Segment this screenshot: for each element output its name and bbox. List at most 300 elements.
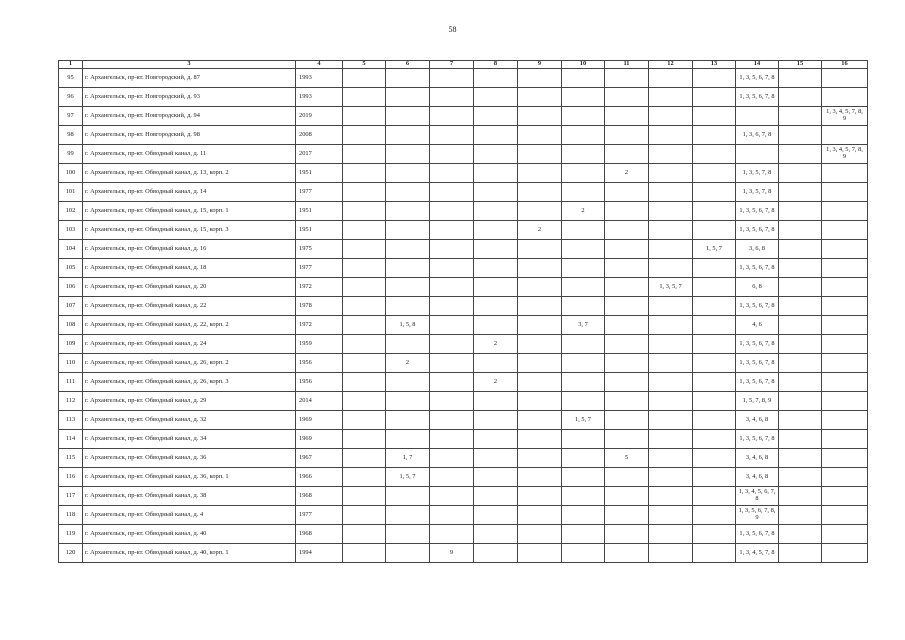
cell-col-13 (693, 259, 736, 278)
cell-col-9 (518, 487, 562, 506)
cell-col-15 (779, 88, 822, 107)
cell-col-11 (605, 278, 649, 297)
cell-col-12 (649, 430, 693, 449)
table-row (59, 525, 868, 544)
year-cell: 1956 (296, 373, 343, 392)
cell-col-15 (779, 126, 822, 145)
cell-col-11 (605, 107, 649, 126)
cell-col-14 (736, 145, 779, 164)
cell-col-15 (779, 145, 822, 164)
cell-col-6 (386, 506, 430, 525)
address-cell: г. Архангельск, пр-кт. Обводный канал, д. 20 (83, 278, 296, 297)
table-row (59, 107, 868, 126)
cell-col-10: 1, 5, 7 (562, 411, 605, 430)
cell-col-11 (605, 297, 649, 316)
address-cell: г. Архангельск, пр-кт. Обводный канал, д. 14 (83, 183, 296, 202)
cell-col-6 (386, 259, 430, 278)
cell-col-12 (649, 316, 693, 335)
cell-col-10 (562, 88, 605, 107)
table-row (59, 88, 868, 107)
cell-col-16 (822, 468, 868, 487)
cell-col-12 (649, 335, 693, 354)
row-number-cell: 119 (59, 525, 83, 544)
cell-col-11: 5 (605, 449, 649, 468)
address-cell: г. Архангельск, пр-кт. Обводный канал, д. 13, корп. 2 (83, 164, 296, 183)
column-header-7: 7 (430, 61, 474, 69)
cell-col-6 (386, 107, 430, 126)
cell-col-5 (343, 316, 386, 335)
cell-col-8 (474, 183, 518, 202)
cell-col-13 (693, 278, 736, 297)
cell-col-12 (649, 164, 693, 183)
cell-col-11 (605, 506, 649, 525)
cell-col-8 (474, 88, 518, 107)
cell-col-16 (822, 411, 868, 430)
cell-col-9 (518, 126, 562, 145)
cell-col-10 (562, 278, 605, 297)
cell-col-9 (518, 88, 562, 107)
cell-col-15 (779, 449, 822, 468)
cell-col-10 (562, 354, 605, 373)
table-row (59, 145, 868, 164)
cell-col-8 (474, 202, 518, 221)
cell-col-15 (779, 335, 822, 354)
cell-col-8: 2 (474, 335, 518, 354)
cell-col-8: 2 (474, 373, 518, 392)
row-number-cell: 111 (59, 373, 83, 392)
cell-col-8 (474, 544, 518, 563)
cell-col-11 (605, 202, 649, 221)
year-cell: 1977 (296, 183, 343, 202)
cell-col-11 (605, 430, 649, 449)
cell-col-6 (386, 126, 430, 145)
address-cell: г. Архангельск, пр-кт. Обводный канал, д. 34 (83, 430, 296, 449)
cell-col-13 (693, 430, 736, 449)
cell-col-10 (562, 430, 605, 449)
table-row (59, 373, 868, 392)
cell-col-15 (779, 316, 822, 335)
cell-col-14: 3, 4, 6, 8 (736, 449, 779, 468)
address-cell: г. Архангельск, пр-кт. Новгородский, д. 93 (83, 88, 296, 107)
cell-col-15 (779, 297, 822, 316)
cell-col-13 (693, 145, 736, 164)
cell-col-13 (693, 525, 736, 544)
cell-col-6 (386, 202, 430, 221)
cell-col-15 (779, 164, 822, 183)
cell-col-9 (518, 107, 562, 126)
cell-col-5 (343, 297, 386, 316)
cell-col-14 (736, 107, 779, 126)
column-header-14: 14 (736, 61, 779, 69)
cell-col-15 (779, 69, 822, 88)
cell-col-12 (649, 240, 693, 259)
cell-col-15 (779, 525, 822, 544)
cell-col-15 (779, 468, 822, 487)
cell-col-14: 4, 6 (736, 316, 779, 335)
cell-col-16 (822, 544, 868, 563)
table-row (59, 506, 868, 525)
cell-col-11 (605, 411, 649, 430)
table-row (59, 487, 868, 506)
column-header-8: 8 (474, 61, 518, 69)
year-cell: 1969 (296, 411, 343, 430)
cell-col-6: 1, 7 (386, 449, 430, 468)
cell-col-6 (386, 544, 430, 563)
cell-col-7 (430, 69, 474, 88)
cell-col-12 (649, 145, 693, 164)
cell-col-5 (343, 240, 386, 259)
cell-col-12 (649, 297, 693, 316)
cell-col-7 (430, 297, 474, 316)
cell-col-10 (562, 487, 605, 506)
cell-col-15 (779, 354, 822, 373)
cell-col-7 (430, 221, 474, 240)
cell-col-15 (779, 259, 822, 278)
year-cell: 1966 (296, 468, 343, 487)
cell-col-10 (562, 525, 605, 544)
cell-col-15 (779, 202, 822, 221)
cell-col-14: 1, 3, 5, 6, 7, 8 (736, 202, 779, 221)
cell-col-8 (474, 411, 518, 430)
cell-col-6 (386, 373, 430, 392)
cell-col-14: 1, 3, 5, 6, 7, 8 (736, 335, 779, 354)
cell-col-8 (474, 259, 518, 278)
cell-col-15 (779, 240, 822, 259)
cell-col-16 (822, 183, 868, 202)
year-cell: 1977 (296, 259, 343, 278)
cell-col-11 (605, 373, 649, 392)
cell-col-7 (430, 373, 474, 392)
cell-col-11 (605, 354, 649, 373)
row-number-cell: 112 (59, 392, 83, 411)
column-header-10: 10 (562, 61, 605, 69)
column-header-1: 1 (59, 61, 83, 69)
table-row (59, 392, 868, 411)
cell-col-5 (343, 278, 386, 297)
cell-col-5 (343, 487, 386, 506)
cell-col-5 (343, 392, 386, 411)
address-cell: г. Архангельск, пр-кт. Обводный канал, д. 36, корп. 1 (83, 468, 296, 487)
year-cell: 1967 (296, 449, 343, 468)
cell-col-7 (430, 126, 474, 145)
cell-col-12 (649, 506, 693, 525)
cell-col-12 (649, 202, 693, 221)
cell-col-12 (649, 354, 693, 373)
cell-col-16 (822, 88, 868, 107)
table-row (59, 297, 868, 316)
column-header-3: 3 (83, 61, 296, 69)
row-number-cell: 99 (59, 145, 83, 164)
column-header-5: 5 (343, 61, 386, 69)
table-row (59, 335, 868, 354)
cell-col-5 (343, 221, 386, 240)
cell-col-5 (343, 183, 386, 202)
cell-col-9 (518, 544, 562, 563)
address-cell: г. Архангельск, пр-кт. Новгородский, д. 98 (83, 126, 296, 145)
cell-col-15 (779, 544, 822, 563)
cell-col-7 (430, 354, 474, 373)
cell-col-10 (562, 506, 605, 525)
cell-col-11 (605, 468, 649, 487)
cell-col-13 (693, 107, 736, 126)
cell-col-13 (693, 506, 736, 525)
cell-col-15 (779, 278, 822, 297)
cell-col-7 (430, 164, 474, 183)
row-number-cell: 116 (59, 468, 83, 487)
cell-col-8 (474, 126, 518, 145)
cell-col-15 (779, 221, 822, 240)
cell-col-11 (605, 259, 649, 278)
table-row (59, 240, 868, 259)
cell-col-8 (474, 449, 518, 468)
column-header-4: 4 (296, 61, 343, 69)
cell-col-14: 3, 4, 6, 8 (736, 411, 779, 430)
cell-col-15 (779, 373, 822, 392)
year-cell: 1972 (296, 316, 343, 335)
page-number: 58 (448, 25, 457, 34)
cell-col-6 (386, 487, 430, 506)
table-row (59, 202, 868, 221)
row-number-cell: 120 (59, 544, 83, 563)
cell-col-9 (518, 506, 562, 525)
buildings-table (58, 60, 868, 563)
cell-col-16 (822, 430, 868, 449)
cell-col-10 (562, 240, 605, 259)
table-row (59, 221, 868, 240)
table-body (59, 69, 868, 563)
cell-col-11: 2 (605, 164, 649, 183)
year-cell: 1951 (296, 221, 343, 240)
cell-col-6 (386, 164, 430, 183)
cell-col-13 (693, 373, 736, 392)
cell-col-7 (430, 335, 474, 354)
cell-col-8 (474, 506, 518, 525)
address-cell: г. Архангельск, пр-кт. Обводный канал, д. 26, корп. 3 (83, 373, 296, 392)
cell-col-9 (518, 449, 562, 468)
cell-col-10 (562, 544, 605, 563)
cell-col-13 (693, 202, 736, 221)
cell-col-15 (779, 506, 822, 525)
year-cell: 1959 (296, 335, 343, 354)
cell-col-13 (693, 183, 736, 202)
cell-col-13 (693, 354, 736, 373)
address-cell: г. Архангельск, пр-кт. Обводный канал, д. 32 (83, 411, 296, 430)
cell-col-6 (386, 297, 430, 316)
cell-col-7 (430, 240, 474, 259)
cell-col-12 (649, 126, 693, 145)
cell-col-8 (474, 164, 518, 183)
year-cell: 1994 (296, 544, 343, 563)
cell-col-14: 1, 3, 5, 6, 7, 8 (736, 430, 779, 449)
cell-col-13 (693, 221, 736, 240)
cell-col-16 (822, 297, 868, 316)
table-row (59, 183, 868, 202)
cell-col-5 (343, 69, 386, 88)
cell-col-12 (649, 468, 693, 487)
cell-col-9 (518, 354, 562, 373)
cell-col-7 (430, 183, 474, 202)
cell-col-5 (343, 126, 386, 145)
table-row (59, 354, 868, 373)
cell-col-12 (649, 525, 693, 544)
cell-col-10 (562, 126, 605, 145)
cell-col-6 (386, 411, 430, 430)
cell-col-9 (518, 202, 562, 221)
cell-col-14: 1, 3, 5, 6, 7, 8 (736, 259, 779, 278)
cell-col-8 (474, 525, 518, 544)
cell-col-10 (562, 221, 605, 240)
column-header-13: 13 (693, 61, 736, 69)
cell-col-6 (386, 145, 430, 164)
table-header (59, 61, 868, 69)
year-cell: 1993 (296, 88, 343, 107)
cell-col-10 (562, 297, 605, 316)
row-number-cell: 102 (59, 202, 83, 221)
cell-col-15 (779, 430, 822, 449)
cell-col-13 (693, 316, 736, 335)
cell-col-16 (822, 240, 868, 259)
cell-col-12 (649, 259, 693, 278)
cell-col-11 (605, 88, 649, 107)
row-number-cell: 118 (59, 506, 83, 525)
address-cell: г. Архангельск, пр-кт. Обводный канал, д. 4 (83, 506, 296, 525)
cell-col-15 (779, 392, 822, 411)
address-cell: г. Архангельск, пр-кт. Обводный канал, д. 24 (83, 335, 296, 354)
cell-col-10 (562, 183, 605, 202)
cell-col-16 (822, 449, 868, 468)
address-cell: г. Архангельск, пр-кт. Обводный канал, д. 15, корп. 1 (83, 202, 296, 221)
cell-col-8 (474, 392, 518, 411)
table-row (59, 126, 868, 145)
cell-col-9 (518, 240, 562, 259)
cell-col-8 (474, 297, 518, 316)
cell-col-9 (518, 183, 562, 202)
cell-col-11 (605, 487, 649, 506)
cell-col-8 (474, 354, 518, 373)
cell-col-11 (605, 544, 649, 563)
address-cell: г. Архангельск, пр-кт. Обводный канал, д. 16 (83, 240, 296, 259)
cell-col-16 (822, 525, 868, 544)
cell-col-9: 2 (518, 221, 562, 240)
address-cell: г. Архангельск, пр-кт. Обводный канал, д. 15, корп. 3 (83, 221, 296, 240)
cell-col-16 (822, 164, 868, 183)
year-cell: 1951 (296, 202, 343, 221)
year-cell: 1956 (296, 354, 343, 373)
address-cell: г. Архангельск, пр-кт. Новгородский, д. 87 (83, 69, 296, 88)
year-cell: 2014 (296, 392, 343, 411)
cell-col-8 (474, 430, 518, 449)
cell-col-9 (518, 259, 562, 278)
year-cell: 1972 (296, 278, 343, 297)
cell-col-10 (562, 69, 605, 88)
cell-col-16 (822, 259, 868, 278)
cell-col-10 (562, 392, 605, 411)
cell-col-14: 1, 3, 6, 7, 8 (736, 126, 779, 145)
table-row (59, 164, 868, 183)
address-cell: г. Архангельск, пр-кт. Обводный канал, д. 11 (83, 145, 296, 164)
row-number-cell: 98 (59, 126, 83, 145)
table-row (59, 449, 868, 468)
cell-col-6 (386, 183, 430, 202)
cell-col-11 (605, 69, 649, 88)
table-row (59, 430, 868, 449)
cell-col-11 (605, 126, 649, 145)
address-cell: г. Архангельск, пр-кт. Обводный канал, д. 36 (83, 449, 296, 468)
cell-col-14: 1, 3, 5, 7, 8 (736, 183, 779, 202)
cell-col-12 (649, 449, 693, 468)
address-cell: г. Архангельск, пр-кт. Обводный канал, д. 26, корп. 2 (83, 354, 296, 373)
cell-col-16 (822, 221, 868, 240)
table-row (59, 259, 868, 278)
cell-col-7: 9 (430, 544, 474, 563)
cell-col-8 (474, 468, 518, 487)
cell-col-13 (693, 449, 736, 468)
cell-col-5 (343, 202, 386, 221)
cell-col-13 (693, 126, 736, 145)
cell-col-12 (649, 107, 693, 126)
table-row (59, 544, 868, 563)
cell-col-12 (649, 411, 693, 430)
row-number-cell: 114 (59, 430, 83, 449)
cell-col-7 (430, 278, 474, 297)
address-cell: г. Архангельск, пр-кт. Обводный канал, д. 22, корп. 2 (83, 316, 296, 335)
cell-col-9 (518, 525, 562, 544)
cell-col-9 (518, 164, 562, 183)
cell-col-9 (518, 297, 562, 316)
cell-col-10 (562, 373, 605, 392)
cell-col-14: 3, 4, 6, 8 (736, 468, 779, 487)
row-number-cell: 105 (59, 259, 83, 278)
cell-col-6 (386, 335, 430, 354)
cell-col-8 (474, 240, 518, 259)
cell-col-7 (430, 430, 474, 449)
cell-col-5 (343, 506, 386, 525)
cell-col-12 (649, 183, 693, 202)
column-header-15: 15 (779, 61, 822, 69)
row-number-cell: 101 (59, 183, 83, 202)
year-cell: 1969 (296, 430, 343, 449)
cell-col-16 (822, 506, 868, 525)
cell-col-7 (430, 506, 474, 525)
row-number-cell: 96 (59, 88, 83, 107)
cell-col-16 (822, 69, 868, 88)
cell-col-12 (649, 487, 693, 506)
cell-col-14: 1, 3, 5, 6, 7, 8 (736, 525, 779, 544)
address-cell: г. Архангельск, пр-кт. Обводный канал, д. 29 (83, 392, 296, 411)
row-number-cell: 109 (59, 335, 83, 354)
cell-col-9 (518, 335, 562, 354)
cell-col-6 (386, 278, 430, 297)
cell-col-6 (386, 221, 430, 240)
cell-col-11 (605, 221, 649, 240)
cell-col-8 (474, 278, 518, 297)
cell-col-14: 1, 3, 4, 5, 6, 7, 8 (736, 487, 779, 506)
year-cell: 1968 (296, 525, 343, 544)
cell-col-12 (649, 392, 693, 411)
cell-col-8 (474, 221, 518, 240)
cell-col-16 (822, 335, 868, 354)
row-number-cell: 117 (59, 487, 83, 506)
cell-col-14: 1, 3, 4, 5, 7, 8 (736, 544, 779, 563)
row-number-cell: 113 (59, 411, 83, 430)
cell-col-10 (562, 468, 605, 487)
cell-col-14: 3, 6, 8 (736, 240, 779, 259)
year-cell: 2019 (296, 107, 343, 126)
cell-col-12 (649, 544, 693, 563)
address-cell: г. Архангельск, пр-кт. Обводный канал, д. 22 (83, 297, 296, 316)
cell-col-8 (474, 487, 518, 506)
cell-col-11 (605, 183, 649, 202)
